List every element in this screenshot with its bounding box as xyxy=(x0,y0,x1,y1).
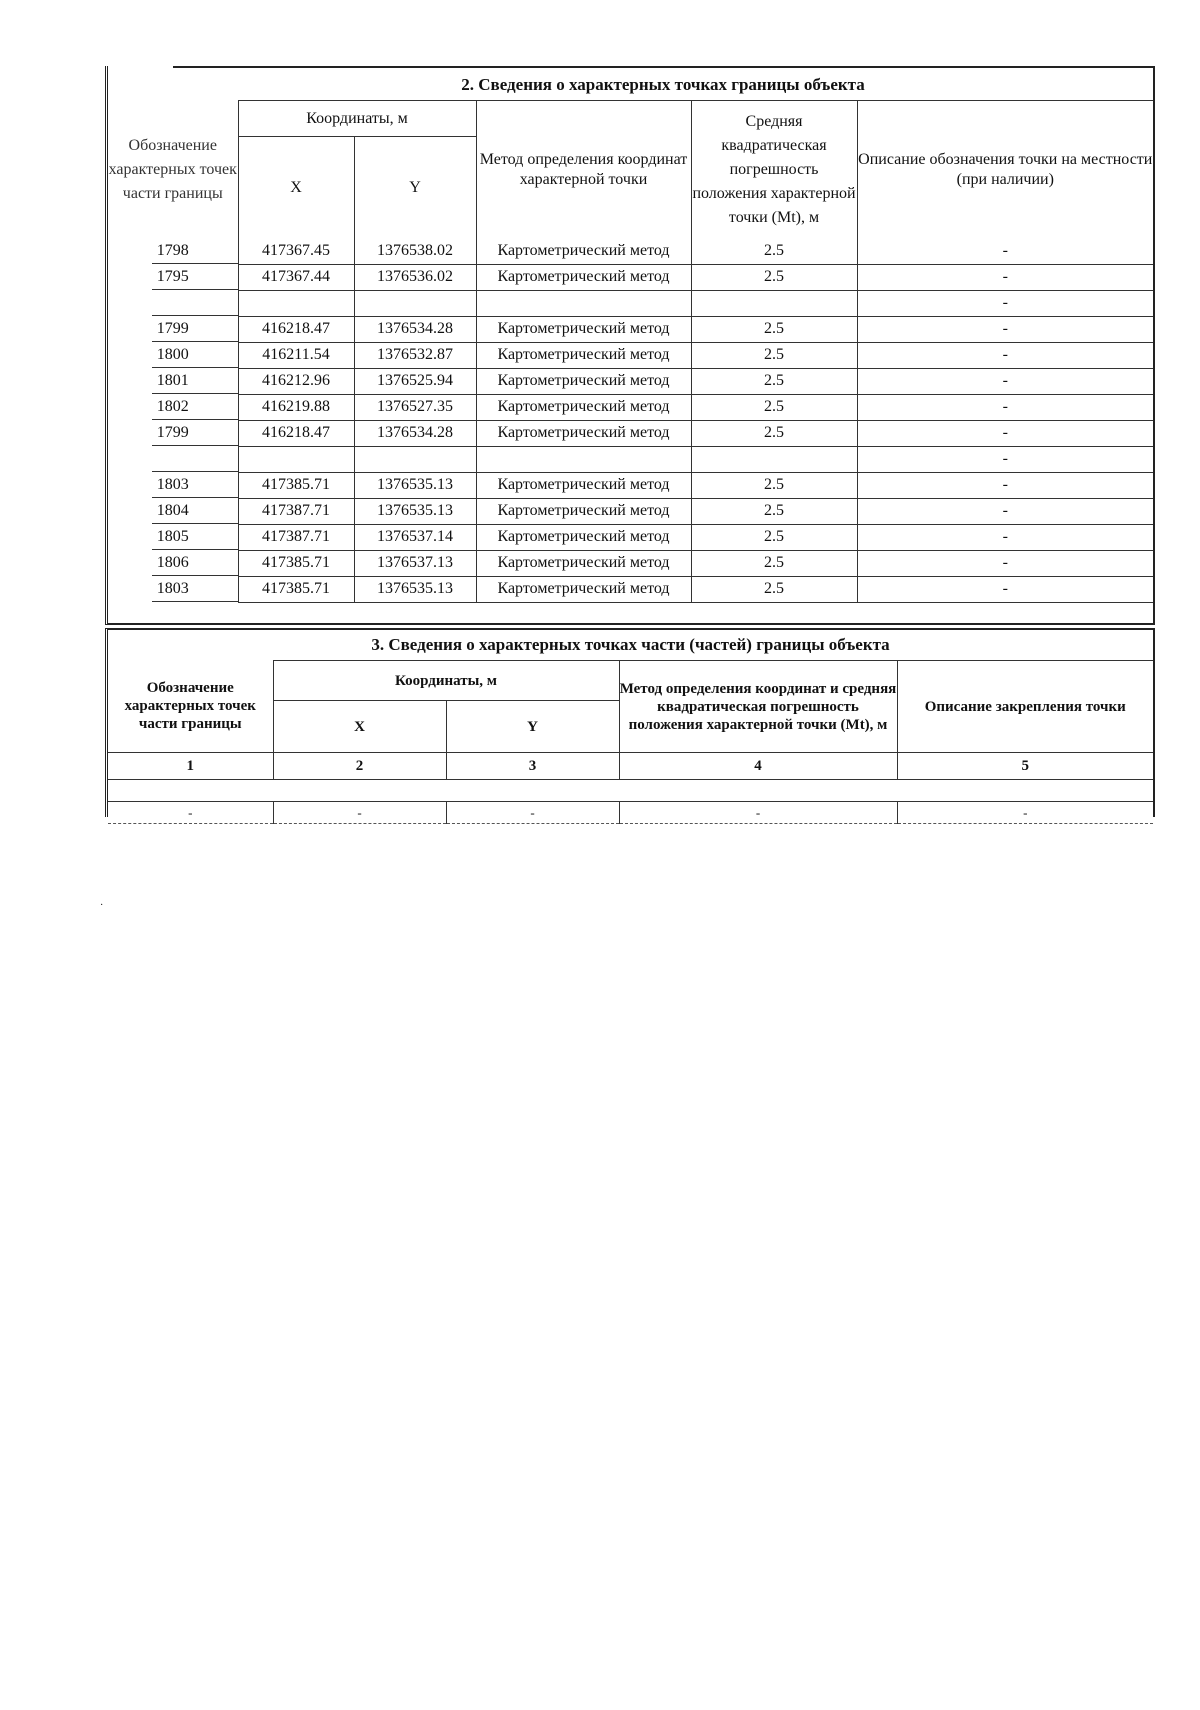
y-coordinate-cell: 1376535.13 xyxy=(354,576,476,602)
table-row xyxy=(108,472,1153,498)
method-cell: Картометрический метод xyxy=(476,342,691,368)
accuracy-cell xyxy=(691,446,857,472)
boundary-points-table xyxy=(108,100,1153,603)
description-cell: - xyxy=(857,394,1153,420)
s3-header-y: Y xyxy=(446,701,619,753)
method-cell: Картометрический метод xyxy=(476,550,691,576)
header-method: Метод определения координат характерной точки xyxy=(476,101,691,239)
x-coordinate-cell: 417385.71 xyxy=(238,472,354,498)
point-number-cell: 1800 xyxy=(108,342,238,368)
y-coordinate-cell: 1376532.87 xyxy=(354,342,476,368)
table-row xyxy=(108,316,1153,342)
table-row xyxy=(108,394,1153,420)
x-coordinate-cell xyxy=(238,290,354,316)
description-cell: - xyxy=(857,446,1153,472)
table-row xyxy=(108,420,1153,446)
y-coordinate-cell xyxy=(354,290,476,316)
header-x: X xyxy=(238,137,354,239)
x-coordinate-cell: 417385.71 xyxy=(238,550,354,576)
accuracy-cell: 2.5 xyxy=(691,342,857,368)
y-coordinate-cell: 1376538.02 xyxy=(354,239,476,265)
y-coordinate-cell: 1376536.02 xyxy=(354,264,476,290)
description-cell: - xyxy=(857,420,1153,446)
x-coordinate-cell: 417387.71 xyxy=(238,524,354,550)
table-row xyxy=(108,498,1153,524)
description-cell: - xyxy=(857,342,1153,368)
x-coordinate-cell: 416211.54 xyxy=(238,342,354,368)
method-cell: Картометрический метод xyxy=(476,264,691,290)
point-number-cell: 1803 xyxy=(108,472,238,498)
y-coordinate-cell: 1376535.13 xyxy=(354,472,476,498)
y-coordinate-cell: 1376537.13 xyxy=(354,550,476,576)
method-cell: Картометрический метод xyxy=(476,498,691,524)
description-cell: - xyxy=(857,498,1153,524)
x-coordinate-cell: 416218.47 xyxy=(238,420,354,446)
s3-header-x: X xyxy=(273,701,446,753)
part-boundary-points-table xyxy=(108,660,1153,824)
point-number-cell: 1803 xyxy=(108,576,238,602)
column-number: 5 xyxy=(897,753,1153,780)
x-coordinate-cell: 417387.71 xyxy=(238,498,354,524)
s3-header-point-designation: Обозначение характерных точек части границы xyxy=(124,680,256,733)
accuracy-cell: 2.5 xyxy=(691,368,857,394)
point-number-cell: 1804 xyxy=(108,498,238,524)
point-number-cell: 1806 xyxy=(108,550,238,576)
x-coordinate-cell: 417367.44 xyxy=(238,264,354,290)
point-number-cell: 1799 xyxy=(108,420,238,446)
y-coordinate-cell: 1376534.28 xyxy=(354,420,476,446)
y-coordinate-cell: 1376525.94 xyxy=(354,368,476,394)
column-number: 4 xyxy=(619,753,897,780)
method-cell: Картометрический метод xyxy=(476,394,691,420)
section-2-block xyxy=(105,66,1155,625)
description-cell: - xyxy=(857,264,1153,290)
point-number-cell: 1798 xyxy=(108,239,238,265)
dash-cell: - xyxy=(897,802,1153,824)
method-cell: Картометрический метод xyxy=(476,472,691,498)
x-coordinate-cell xyxy=(238,446,354,472)
dash-cell: - xyxy=(273,802,446,824)
table-row xyxy=(108,446,1153,472)
column-number: 1 xyxy=(108,753,273,780)
method-cell: Картометрический метод xyxy=(476,576,691,602)
table-row xyxy=(108,368,1153,394)
accuracy-cell: 2.5 xyxy=(691,550,857,576)
table-row xyxy=(108,264,1153,290)
header-accuracy: Средняя квадратическая погрешность положения характерной точки (Mt), м xyxy=(691,101,857,239)
point-number-cell: 1805 xyxy=(108,524,238,550)
accuracy-cell: 2.5 xyxy=(691,472,857,498)
accuracy-cell: 2.5 xyxy=(691,264,857,290)
method-cell xyxy=(476,446,691,472)
method-cell xyxy=(476,290,691,316)
accuracy-cell: 2.5 xyxy=(691,316,857,342)
document-sheet xyxy=(105,66,1157,820)
s3-header-fixing: Описание закрепления точки xyxy=(897,661,1153,753)
accuracy-cell: 2.5 xyxy=(691,239,857,265)
description-cell: - xyxy=(857,290,1153,316)
method-cell: Картометрический метод xyxy=(476,368,691,394)
column-number: 2 xyxy=(273,753,446,780)
accuracy-cell: 2.5 xyxy=(691,394,857,420)
x-coordinate-cell: 416218.47 xyxy=(238,316,354,342)
y-coordinate-cell: 1376535.13 xyxy=(354,498,476,524)
method-cell: Картометрический метод xyxy=(476,524,691,550)
header-y: Y xyxy=(354,137,476,239)
y-coordinate-cell: 1376537.14 xyxy=(354,524,476,550)
accuracy-cell xyxy=(691,290,857,316)
dash-cell: - xyxy=(188,805,193,820)
description-cell: - xyxy=(857,472,1153,498)
description-cell: - xyxy=(857,316,1153,342)
header-description: Описание обозначения точки на местности (при наличии) xyxy=(857,101,1153,239)
description-cell: - xyxy=(857,576,1153,602)
section-3-block xyxy=(105,628,1155,820)
header-point-designation: Обозначение характерных точек части границы xyxy=(108,136,237,202)
table-row xyxy=(108,576,1153,602)
description-cell: - xyxy=(857,550,1153,576)
y-coordinate-cell: 1376534.28 xyxy=(354,316,476,342)
blank-cell xyxy=(108,780,1153,802)
column-number: 3 xyxy=(446,753,619,780)
column-numbers-row xyxy=(108,753,1153,780)
point-number-cell xyxy=(108,446,238,472)
point-number-cell: 1799 xyxy=(108,316,238,342)
scan-speck: · xyxy=(100,900,104,911)
table-row xyxy=(108,524,1153,550)
section-3-title: 3. Сведения о характерных точках части (частей) границы объекта xyxy=(371,635,890,654)
table-row xyxy=(108,239,1153,265)
accuracy-cell: 2.5 xyxy=(691,498,857,524)
x-coordinate-cell: 417385.71 xyxy=(238,576,354,602)
method-cell: Картометрический метод xyxy=(476,316,691,342)
table-row xyxy=(108,342,1153,368)
table-row xyxy=(108,290,1153,316)
s3-header-method: Метод определения координат и средняя квадратическая погрешность положения характерной точки (Mt), м xyxy=(619,661,897,753)
blank-row xyxy=(108,780,1153,802)
empty-data-row xyxy=(108,802,1153,824)
dash-cell: - xyxy=(446,802,619,824)
accuracy-cell: 2.5 xyxy=(691,576,857,602)
x-coordinate-cell: 417367.45 xyxy=(238,239,354,265)
header-coordinates: Координаты, м xyxy=(238,101,476,137)
accuracy-cell: 2.5 xyxy=(691,524,857,550)
point-number-cell: 1801 xyxy=(108,368,238,394)
s3-header-coordinates: Координаты, м xyxy=(273,661,619,701)
method-cell: Картометрический метод xyxy=(476,239,691,265)
point-number-cell: 1795 xyxy=(108,264,238,290)
description-cell: - xyxy=(857,524,1153,550)
point-number-cell xyxy=(108,290,238,316)
point-number-cell: 1802 xyxy=(108,394,238,420)
x-coordinate-cell: 416219.88 xyxy=(238,394,354,420)
accuracy-cell: 2.5 xyxy=(691,420,857,446)
y-coordinate-cell xyxy=(354,446,476,472)
table-row xyxy=(108,550,1153,576)
dash-cell: - xyxy=(619,802,897,824)
description-cell: - xyxy=(857,368,1153,394)
description-cell: - xyxy=(857,239,1153,265)
method-cell: Картометрический метод xyxy=(476,420,691,446)
y-coordinate-cell: 1376527.35 xyxy=(354,394,476,420)
section-2-title: 2. Сведения о характерных точках границы объекта xyxy=(173,66,1153,102)
x-coordinate-cell: 416212.96 xyxy=(238,368,354,394)
